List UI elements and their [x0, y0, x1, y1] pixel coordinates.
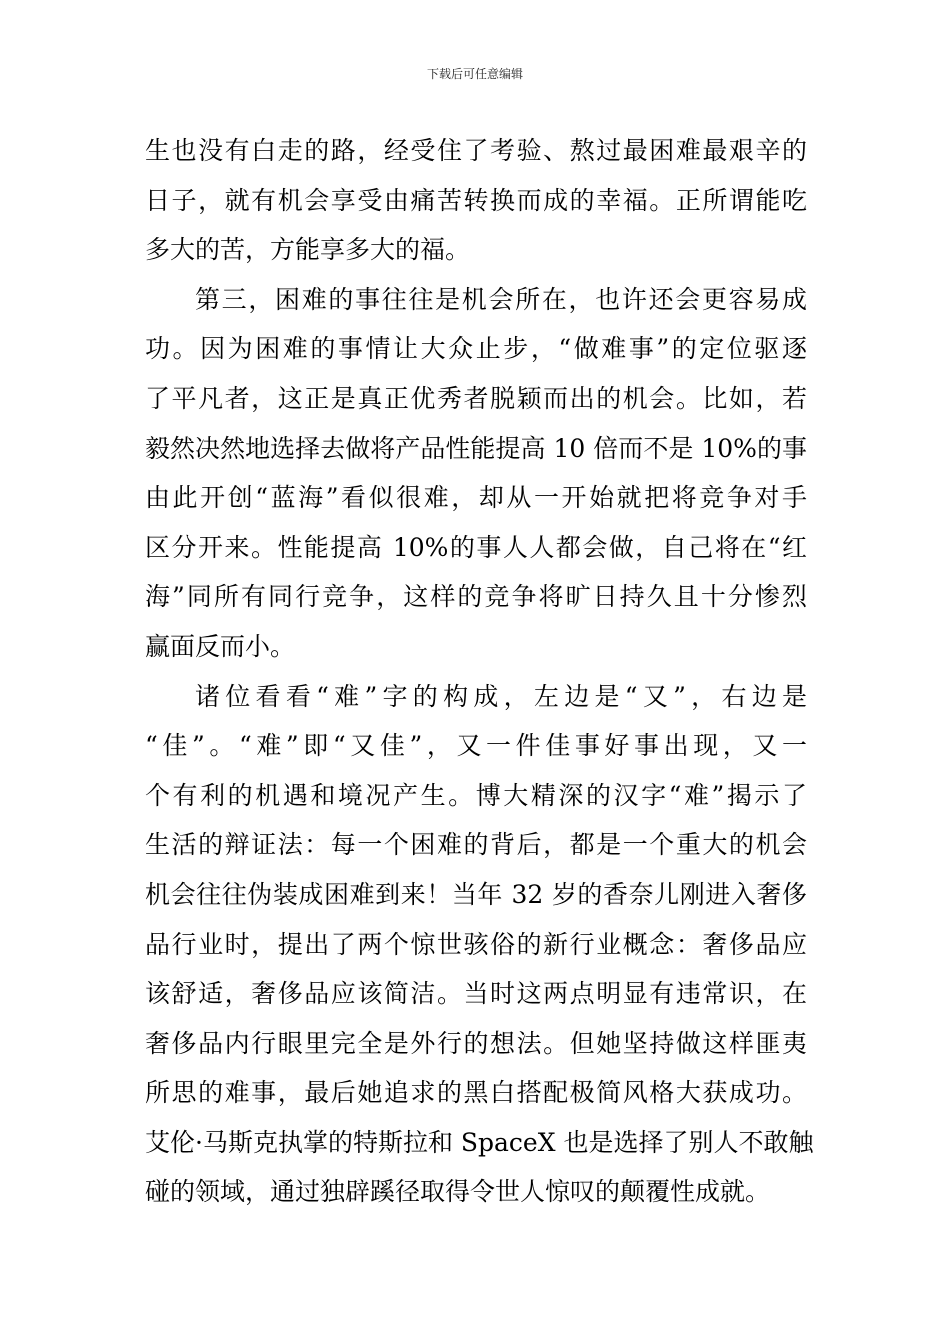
body-text	[145, 126, 814, 1217]
text-line: 海”同所有同行竞争，这样的竞争将旷日持久且十分惨烈	[145, 582, 807, 612]
text-line: 赢面反而小。	[145, 631, 296, 661]
paragraph-1	[145, 126, 807, 275]
text-line: 功。因为困难的事情让大众止步，“做难事”的定位驱逐	[145, 334, 807, 364]
text-line: 诸位看看“难”字的构成，左边是“又”，右边是	[195, 681, 807, 711]
text-line: 由此开创“蓝海”看似很难，却从一开始就把将竞争对手	[145, 483, 807, 513]
paragraph-3	[145, 672, 814, 1218]
text-line: 毅然决然地选择去做将产品性能提高 10 倍而不是 10%的事	[145, 433, 807, 463]
text-line: 该舒适，奢侈品应该简洁。当时这两点明显有违常识，在	[145, 979, 807, 1009]
text-line: 了平凡者，这正是真正优秀者脱颖而出的机会。比如，若	[145, 383, 807, 413]
text-line: 日子，就有机会享受由痛苦转换而成的幸福。正所谓能吃	[145, 185, 807, 215]
text-line: 奢侈品内行眼里完全是外行的想法。但她坚持做这样匪夷	[145, 1028, 807, 1058]
text-line: 个有利的机遇和境况产生。博大精深的汉字“难”揭示了	[145, 780, 807, 810]
page-header: 下载后可任意编辑	[426, 67, 523, 81]
text-line: 机会往往伪装成困难到来！当年 32 岁的香奈儿刚进入奢侈	[145, 879, 807, 909]
text-line: 生也没有白走的路，经受住了考验、熬过最困难最艰辛的	[145, 136, 807, 165]
text-line: 多大的苦，方能享多大的福。	[145, 235, 471, 265]
paragraph-2	[145, 275, 807, 672]
text-line: 碰的领域，通过独辟蹊径取得令世人惊叹的颠覆性成就。	[145, 1177, 771, 1207]
text-line: 艾伦·马斯克执掌的特斯拉和 SpaceX 也是选择了别人不敢触	[145, 1127, 814, 1157]
text-line: 生活的辩证法：每一个困难的背后，都是一个重大的机会	[145, 830, 807, 860]
text-line: 第三，困难的事往往是机会所在，也许还会更容易成	[195, 284, 807, 314]
text-line: 品行业时，提出了两个惊世骇俗的新行业概念：奢侈品应	[145, 929, 807, 959]
text-line: 所思的难事，最后她追求的黑白搭配极简风格大获成功。	[145, 1078, 807, 1108]
text-line: 区分开来。性能提高 10%的事人人都会做，自己将在“红	[145, 532, 807, 562]
text-line: “佳”。“难”即“又佳”，又一件佳事好事出现，又一	[145, 731, 807, 761]
